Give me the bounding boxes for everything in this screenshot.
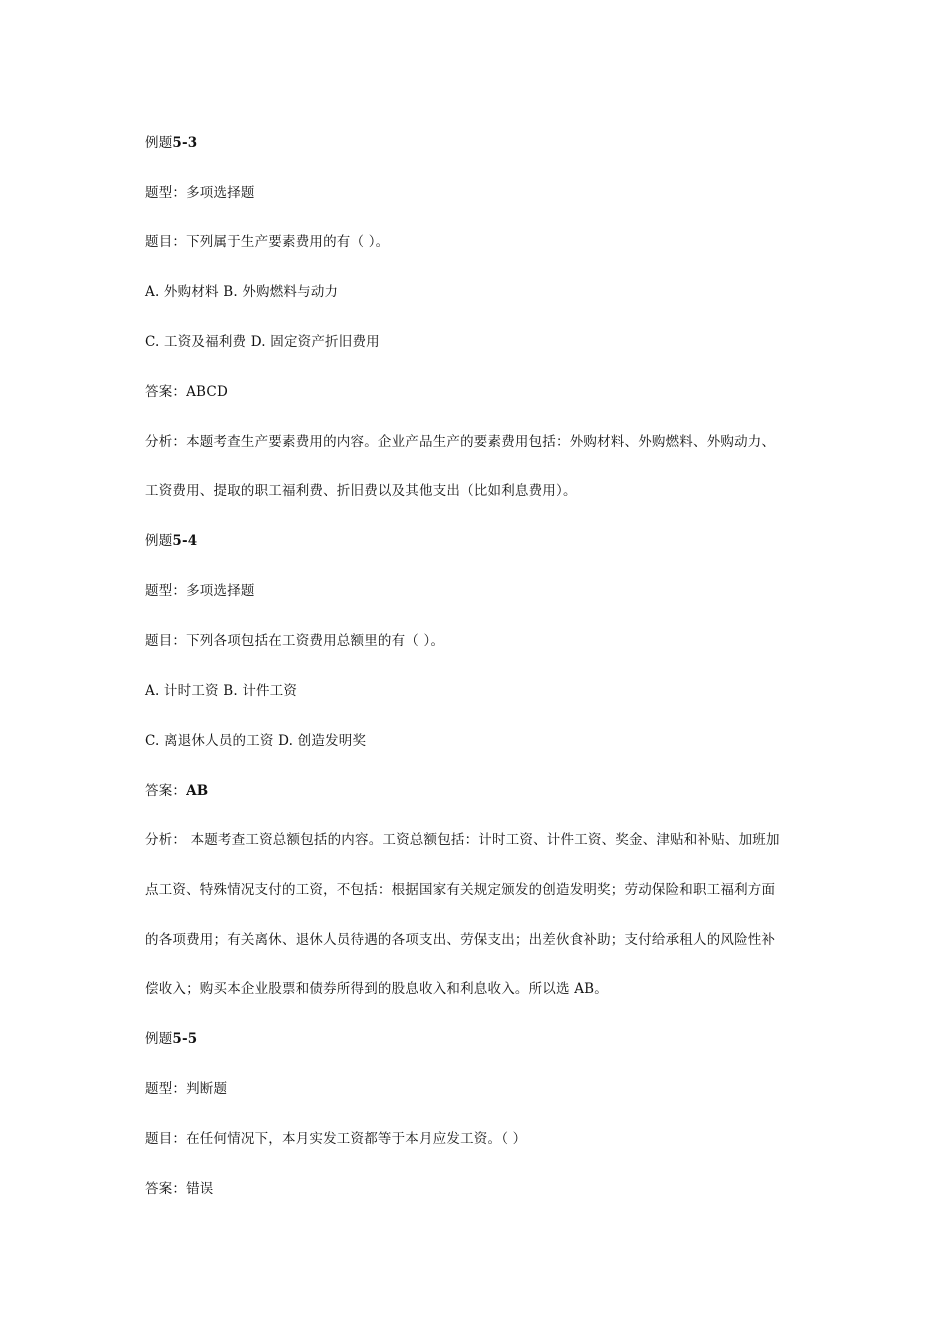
example-label: 例题: [145, 1031, 173, 1047]
answer-line: [145, 782, 208, 800]
example-number: 5-4: [172, 533, 198, 549]
answer-value: AB: [186, 783, 209, 799]
analysis-line: 分析： 本题考查工资总额包括的内容。工资总额包括：计时工资、计件工资、奖金、津贴和补贴、加班加: [145, 832, 780, 848]
options-line: A. 计时工资 B. 计件工资: [145, 683, 298, 699]
question-type: 题型：多项选择题: [145, 185, 255, 201]
example-heading: [145, 134, 197, 152]
example-number: 5-5: [172, 1031, 198, 1047]
answer-label: 答案：: [145, 783, 187, 799]
example-number: 5-3: [172, 135, 198, 151]
options-line: C. 离退休人员的工资 D. 创造发明奖: [145, 733, 367, 749]
answer-line: 答案：ABCD: [145, 384, 228, 400]
answer-line: 答案：错误: [145, 1181, 214, 1197]
options-line: C. 工资及福利费 D. 固定资产折旧费用: [145, 334, 380, 350]
question-text: 题目：在任何情况下，本月实发工资都等于本月应发工资。（ ）: [145, 1131, 527, 1147]
example-label: 例题: [145, 135, 173, 151]
question-type: 题型：多项选择题: [145, 583, 255, 599]
analysis-line: 工资费用、提取的职工福利费、折旧费以及其他支出（比如利息费用）。: [145, 483, 577, 499]
example-heading: [145, 532, 197, 550]
analysis-line: 分析：本题考查生产要素费用的内容。企业产品生产的要素费用包括：外购材料、外购燃料、外购动力、: [145, 434, 776, 450]
question-type: 题型：判断题: [145, 1081, 228, 1097]
analysis-line: 点工资、特殊情况支付的工资，不包括：根据国家有关规定颁发的创造发明奖；劳动保险和职工福利方面: [145, 882, 776, 898]
example-heading: [145, 1030, 197, 1048]
analysis-line: 偿收入；购买本企业股票和债券所得到的股息收入和利息收入。所以选 AB。: [145, 981, 608, 997]
example-label: 例题: [145, 533, 173, 549]
options-line: A. 外购材料 B. 外购燃料与动力: [145, 284, 339, 300]
question-text: 题目：下列各项包括在工资费用总额里的有（ ）。: [145, 633, 445, 649]
question-text: 题目：下列属于生产要素费用的有（ ）。: [145, 234, 390, 250]
analysis-line: 的各项费用；有关离休、退休人员待遇的各项支出、劳保支出；出差伙食补助；支付给承租人的风险性补: [145, 932, 776, 948]
